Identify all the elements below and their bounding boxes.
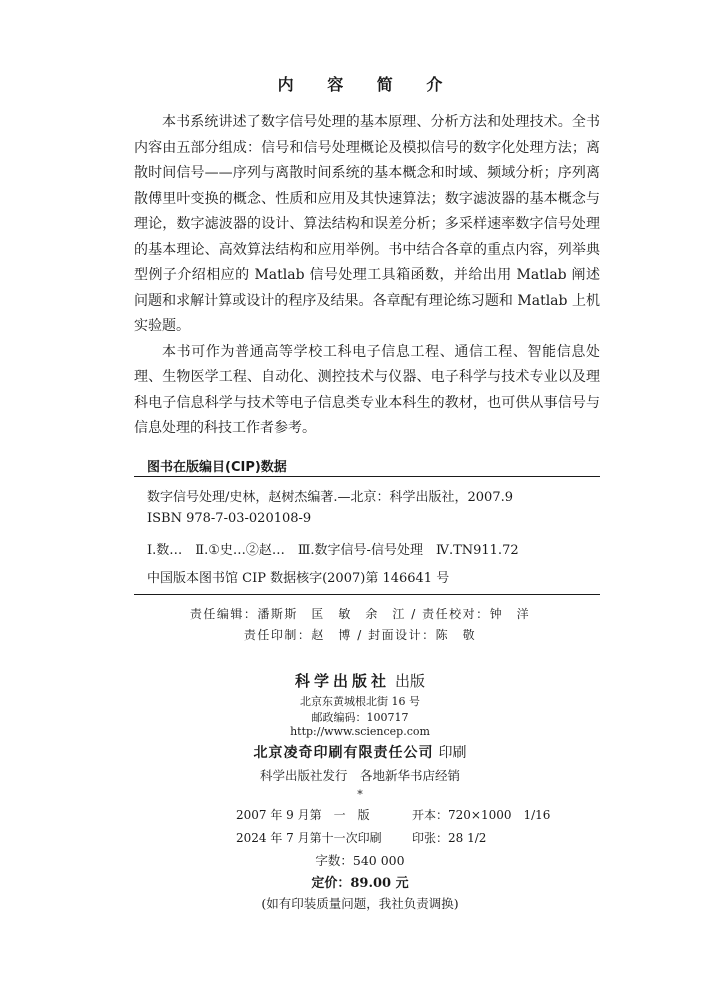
separator-asterisk: * (357, 788, 363, 801)
cip-number: 中国版本图书馆 CIP 数据核字(2007)第 146641 号 (147, 571, 450, 586)
printing-info: 2024 年 7 月第十一次印刷 (236, 831, 382, 845)
cip-isbn: ISBN 978-7-03-020108-9 (147, 511, 312, 526)
publisher-website: http://www.sciencep.com (290, 725, 430, 738)
printer-line (0, 742, 720, 762)
cip-heading: 图书在版编目(CIP)数据 (147, 460, 287, 475)
publisher-suffix: 出版 (395, 672, 426, 690)
intro-paragraph: 本书可作为普通高等学校工科电子信息工程、通信工程、智能信息处理、生物医学工程、自动化、测控技术与仪器、电子科学与技术专业以及理科电子信息科学与技术等电子信息类专业本科生的教材，也可供从事信号与信息处理的科技工作者参考。 (134, 343, 600, 436)
printer-name: 北京凌奇印刷有限责任公司 (253, 745, 434, 761)
format-info: 开本：720×1000 1/16 (412, 808, 551, 822)
sheets-info: 印张：28 1/2 (412, 831, 487, 845)
intro-body (134, 110, 600, 442)
cip-record: 数字信号处理/史林，赵树杰编著.—北京：科学出版社，2007.9 (147, 490, 513, 505)
distribution-line: 科学出版社发行 各地新华书店经销 (259, 768, 460, 783)
word-count: 字数：540 000 (315, 853, 405, 868)
edition-info: 2007 年 9 月第 一 版 (236, 808, 370, 822)
publisher-postcode: 邮政编码：100717 (311, 711, 409, 724)
printer-suffix: 印刷 (438, 745, 467, 761)
publisher-line (0, 670, 720, 691)
price-label: 定价： (311, 876, 351, 891)
cip-bottom-rule (134, 594, 600, 595)
editors-line-1: 责任编辑：潘斯斯 匡 敏 余 江 / 责任校对：钟 洋 (189, 607, 531, 621)
publisher-name: 科学出版社 (294, 672, 390, 690)
price-value: 89.00 元 (350, 876, 409, 891)
cip-top-rule (134, 476, 600, 477)
quality-note: (如有印装质量问题，我社负责调换) (261, 896, 459, 911)
cip-classification: Ⅰ.数… Ⅱ.①史…②赵… Ⅲ.数字信号-信号处理 Ⅳ.TN911.72 (147, 543, 519, 558)
intro-title: 内 容 简 介 (277, 75, 457, 94)
publisher-address: 北京东黄城根北街 16 号 (300, 695, 420, 708)
intro-paragraph: 本书系统讲述了数字信号处理的基本原理、分析方法和处理技术。全书内容由五部分组成：信号和信号处理概论及模拟信号的数字化处理方法；离散时间信号——序列与离散时间系统的基本概念和时域、频域分析；序列离散傅里叶变换的概念、性质和应用及其快速算法；数字滤波器的基本概念与理论，数字滤波器的设计、算法结构和误差分析；多采样速率数字信号处理的基本理论、高效算法结构和应用举例。书中结合各章的重点内容，列举典型例子介绍相应的 Matlab 信号处理工具箱函数，并给出用 Matlab 阐述问题和求解计算或设计的程序及结果。各章配有理论练习题和 Matlab 上机实验题。 (134, 114, 600, 334)
editors-line-2: 责任印制：赵 博 / 封面设计：陈 敬 (243, 628, 477, 642)
price-line (0, 872, 720, 891)
